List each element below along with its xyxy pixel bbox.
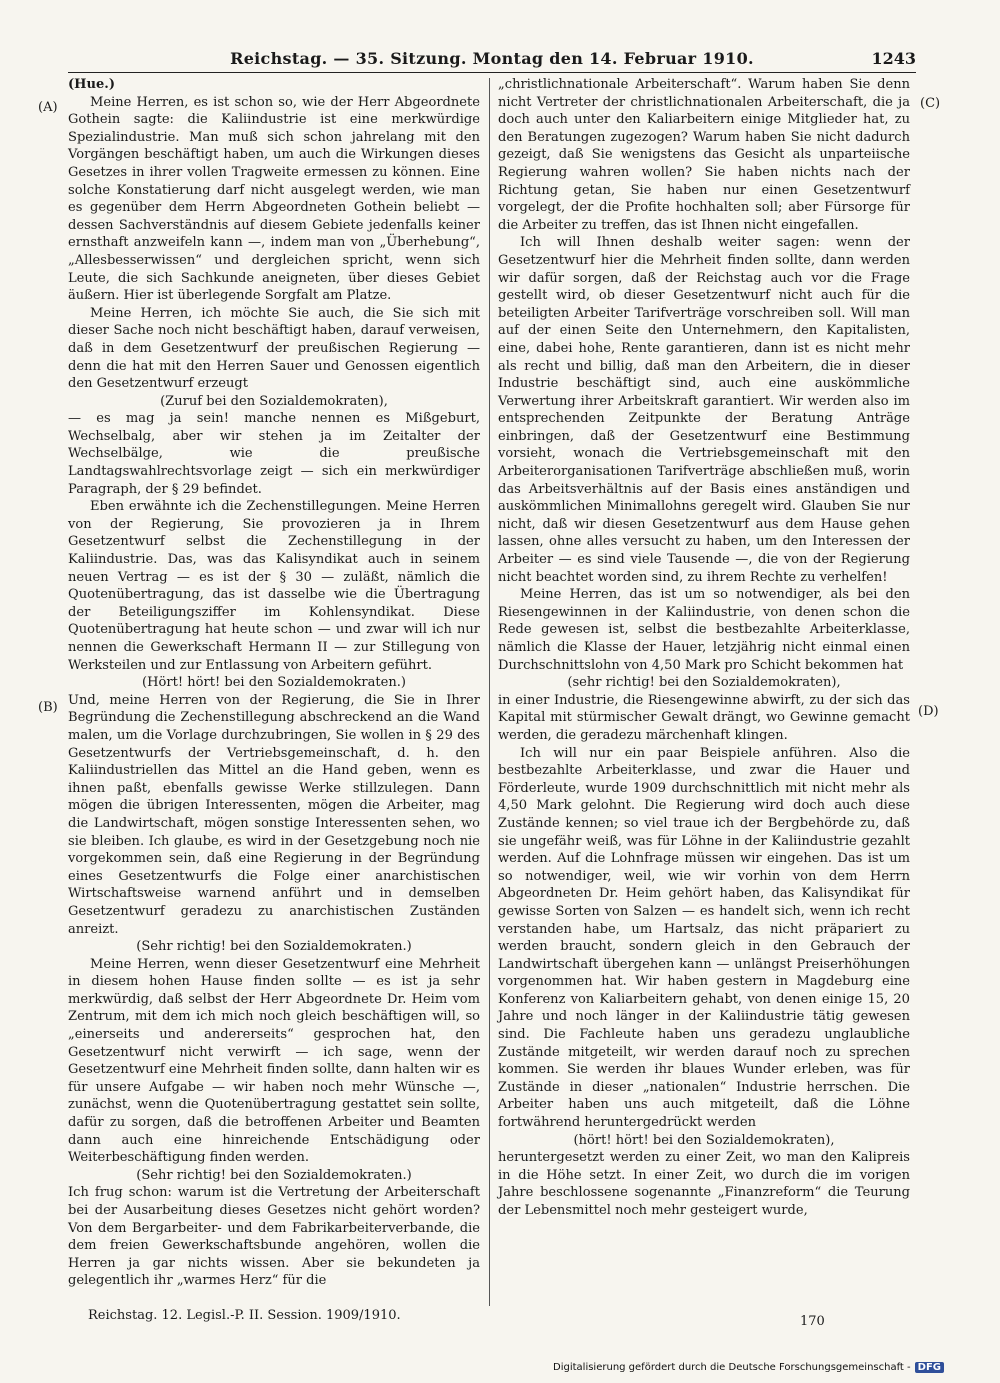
interjection: (Zuruf bei den Sozialdemokraten), xyxy=(160,393,388,409)
column-divider xyxy=(489,78,490,1306)
margin-mark-a: (A) xyxy=(38,100,58,115)
paragraph: Ich will Ihnen deshalb weiter sagen: wenn der Gesetzentwurf hier die Mehrheit finden sollte, dann werden wir dafür sorgen, daß der Reichstag auch vor die Frage gestellt wird, ob dieser Gesetzentwurf nicht auch für die beteiligten Arbeiter Tarifverträge vorschreiben soll. Will man auf der einen Seite den Unternehmern, den Kapitalisten, eine, dabei hohe, Rente garantieren, dann ist es nicht mehr als recht und billig, daß man den Arbeitern, die in dieser Industrie beschäftigt sind, auch eine auskömmliche Verwertung ihrer Arbeitskraft garantiert. Wir werden also im entsprechenden Zeitpunkte der Beratung Anträge einbringen, daß der Gesetzentwurf eine Bestimmung vorsieht, wonach die Vertriebsgemeinschaft mit den Arbeiterorganisationen Tarifverträge abschließen muß, worin das Arbeitsverhältnis auf der Basis eines anständigen und auskömmlichen Minimallohns geregelt wird. Glauben Sie nur nicht, daß wir diesen Gesetzentwurf aus dem Hause gehen lassen, ohne alles versucht zu haben, um den Interessen der Arbeiter — es sind viele Tausende —, die von der Regierung nicht beachtet worden sind, zu ihrem Rechte zu verhelfen! xyxy=(498,235,910,585)
paragraph: Eben erwähnte ich die Zechenstillegungen. Meine Herren von der Regierung, Sie provozieren ja in Ihrem Gesetzentwurf selbst die Zechenstillegung in der Kaliindustrie. Das, was das Kalisyndikat auch in seinem neuen Vertrag — es ist der § 30 — zuläßt, nämlich die Quotenübertragung, das ist dasselbe wie die Übertragung der Beteiligungsziffer im Kohlensyndikat. Diese Quotenübertragung hat heute schon — und zwar will ich nur nennen die Gewerkschaft Hermann II — zur Stillegung von Werksteilen und zur Entlassung von Arbeitern geführt. xyxy=(68,499,480,673)
header-title: Reichstag. — 35. Sitzung. Montag den 14. Februar 1910. xyxy=(230,49,754,68)
interjection: (Hört! hört! bei den Sozialdemokraten.) xyxy=(142,675,406,691)
paragraph: Meine Herren, ich möchte Sie auch, die Sie sich mit dieser Sache noch nicht beschäftigt haben, darauf verweisen, daß in dem Gesetzentwurf der preußischen Regierung — denn die hat mit den Herren Sauer und Genossen eigentlich den Gesetzentwurf erzeugt xyxy=(68,305,480,392)
paragraph: Meine Herren, das ist um so notwendiger, als bei den Riesengewinnen in der Kaliindustrie, von denen schon die Rede gewesen ist, selbst die bestbezahlte Arbeiterklasse, nämlich die Klasse der Hauer, letzjährig nicht einmal einen Durchschnittslohn von 4,50 Mark pro Schicht bekommen hat xyxy=(498,587,910,673)
paragraph: Meine Herren, es ist schon so, wie der Herr Abgeordnete Gothein sagte: die Kaliindustrie ist eine merkwürdige Spezialindustrie. Man muß sich schon jahrelang mit den Vorgängen beschäftigt haben, um auch die Wirkungen dieses Gesetzes in ihrer vollen Tragweite ermessen zu können. Eine solche Konstatierung darf nicht ausgelegt werden, wie man es gegenüber dem Herrn Abgeordneten Gothein beliebt — dessen Sachverständnis auf diesem Gebiete jedenfalls keiner ernsthaft anzweifeln kann —, indem man von „Überhebung“, „Allesbesserwissen“ und dergleichen spricht, wenn sich Leute, die sich Sachkunde aneigneten, über dieses Gebiet äußern. Hier ist überlegende Sorgfalt am Platze. xyxy=(68,94,480,304)
dfg-logo: DFG xyxy=(915,1362,944,1373)
right-column xyxy=(498,76,910,1304)
digitization-note xyxy=(553,1362,944,1373)
paragraph-continued: in einer Industrie, die Riesengewinne abwirft, zu der sich das Kapital mit stürmischer Gewalt drängt, wo Gewinne gemacht werden, die geradezu märchenhaft klingen. xyxy=(498,692,910,743)
margin-mark-d: (D) xyxy=(918,704,939,719)
interjection: (Sehr richtig! bei den Sozialdemokraten.) xyxy=(136,1167,412,1183)
header-rule xyxy=(68,72,916,73)
margin-mark-c: (C) xyxy=(920,96,941,111)
interjection: (Sehr richtig! bei den Sozialdemokraten.) xyxy=(136,939,412,955)
margin-mark-b: (B) xyxy=(38,700,58,715)
paragraph-continued: — es mag ja sein! manche nennen es Mißgeburt, Wechselbalg, aber wir stehen ja im Zeitalter der Wechselbälge, wie die preußische Landtagswahlrechtsvorlage zeigt — sich ein merkwürdiger Paragraph, der § 29 befindet. xyxy=(68,411,480,497)
interjection: (sehr richtig! bei den Sozialdemokraten), xyxy=(567,675,841,691)
digitization-text: Digitalisierung gefördert durch die Deutsche Forschungsgemeinschaft - xyxy=(553,1362,911,1373)
paragraph-continued: „christlichnationale Arbeiterschaft“. Warum haben Sie denn nicht Vertreter der christlichnationalen Arbeiterschaft, die ja doch auch unter den Kaliarbeitern einige Mitglieder hat, zu den Beratungen zugezogen? Warum haben Sie nicht dadurch gezeigt, daß Sie wenigstens das Gesicht als unparteiische Regierung wahren wollen? Sie haben nichts nach der Richtung getan, Sie haben nur einen Gesetzentwurf vorgelegt, der die Profite hochhalten soll; aber Fürsorge für die Arbeiter zu treffen, das ist Ihnen nicht eingefallen. xyxy=(498,77,910,233)
speaker-name: (Hue.) xyxy=(68,77,116,92)
paragraph-continued: heruntergesetzt werden zu einer Zeit, wo man den Kalipreis in die Höhe setzt. In einer Zeit, wo durch die im vorigen Jahre beschlossene sogenannte „Finanzreform“ die Teurung der Lebensmittel noch mehr gesteigert wurde, xyxy=(498,1150,910,1218)
paragraph: Meine Herren, wenn dieser Gesetzentwurf eine Mehrheit in diesem hohen Hause finden sollte — es ist ja sehr merkwürdig, daß selbst der Herr Abgeordnete Dr. Heim vom Zentrum, mit dem ich mich noch gleich beschäftigen will, so „einerseits und andererseits“ gesprochen hat, den Gesetzentwurf nicht verwirft — ich sage, wenn der Gesetzentwurf eine Mehrheit finden sollte, dann halten wir es für unsere Aufgabe — wir haben noch mehr Wünsche —, zunächst, wenn die Quotenübertragung gestattet sein sollte, dafür zu sorgen, daß die betroffenen Arbeiter und Beamten dann auch eine hinreichende Entschädigung oder Weiterbeschäftigung finden werden. xyxy=(68,956,480,1166)
interjection: (hört! hört! bei den Sozialdemokraten), xyxy=(573,1132,835,1148)
paragraph-continued: Ich frug schon: warum ist die Vertretung der Arbeiterschaft bei der Ausarbeitung dieses Gesetzes nicht gehört worden? Von dem Bergarbeiter- und dem Fabrikarbeiterverbande, die dem freien Gewerkschaftsbunde angehören, wollen die Herren ja gar nichts wissen. Aber sie bekundeten ja gelegentlich ihr „warmes Herz“ für die xyxy=(68,1185,480,1289)
paragraph-continued: Und, meine Herren von der Regierung, die Sie in Ihrer Begründung die Zechenstillegung abschreckend an die Wand malen, um die Vorlage durchzubringen, Sie wollen in § 29 des Gesetzentwurfs der Vertriebsgemeinschaft, d. h. den Kaliindustriellen das Mittel an die Hand geben, wenn es ihnen paßt, ebenfalls gewisse Werke stillzulegen. Dann mögen die übrigen Interessenten, mögen die Arbeiter, mag die Landwirtschaft, mögen sonstige Interessenten sehen, wo sie bleiben. Ich glaube, es wird in der Gesetzgebung noch nie vorgekommen sein, daß eine Regierung in der Begründung eines Gesetzentwurfs die Folge einer anarchistischen Wirtschaftsweise warnend anführt und in demselben Gesetzentwurf geradezu zu anarchistischen Zuständen anreizt. xyxy=(68,692,480,937)
page-header xyxy=(68,48,916,70)
left-column xyxy=(68,76,480,1304)
footer-session: Reichstag. 12. Legisl.-P. II. Session. 1909/1910. xyxy=(88,1308,401,1323)
page-number: 1243 xyxy=(871,49,916,68)
footer-sheet-number: 170 xyxy=(800,1314,825,1329)
paragraph: Ich will nur ein paar Beispiele anführen. Also die bestbezahlte Arbeiterklasse, und zwar die Hauer und Förderleute, wurde 1909 durchschnittlich mit nicht mehr als 4,50 Mark gelohnt. Die Regierung wird doch auch diese Zustände kennen; so viel traue ich der Bergbehörde zu, daß sie ungefähr weiß, was für Löhne in der Kaliindustrie gezahlt werden. Auf die Lohnfrage müssen wir eingehen. Das ist um so notwendiger, weil, wie wir vorhin von dem Herrn Abgeordneten Dr. Heim gehört haben, das Kalisyndikat für gewisse Sorten von Salzen — es handelt sich, wenn ich recht verstanden habe, um Hartsalz, das nicht präpariert zu werden braucht, sondern gleich in den Gebrauch der Landwirtschaft übergehen kann — unlängst Preiserhöhungen vorgenommen hat. Wir haben gestern in Magdeburg eine Konferenz von Kaliarbeitern gehabt, von denen einige 15, 20 Jahre und noch länger in der Kaliindustrie tätig gewesen sind. Die Fachleute haben uns geradezu unglaubliche Zustände mitgeteilt, wir werden darauf noch zu sprechen kommen. Sie werden ihr blaues Wunder erleben, was für Zustände in dieser „nationalen“ Industrie herrschen. Die Arbeiter haben uns auch mitgeteilt, daß die Löhne fortwährend heruntergedrückt werden xyxy=(498,745,910,1131)
